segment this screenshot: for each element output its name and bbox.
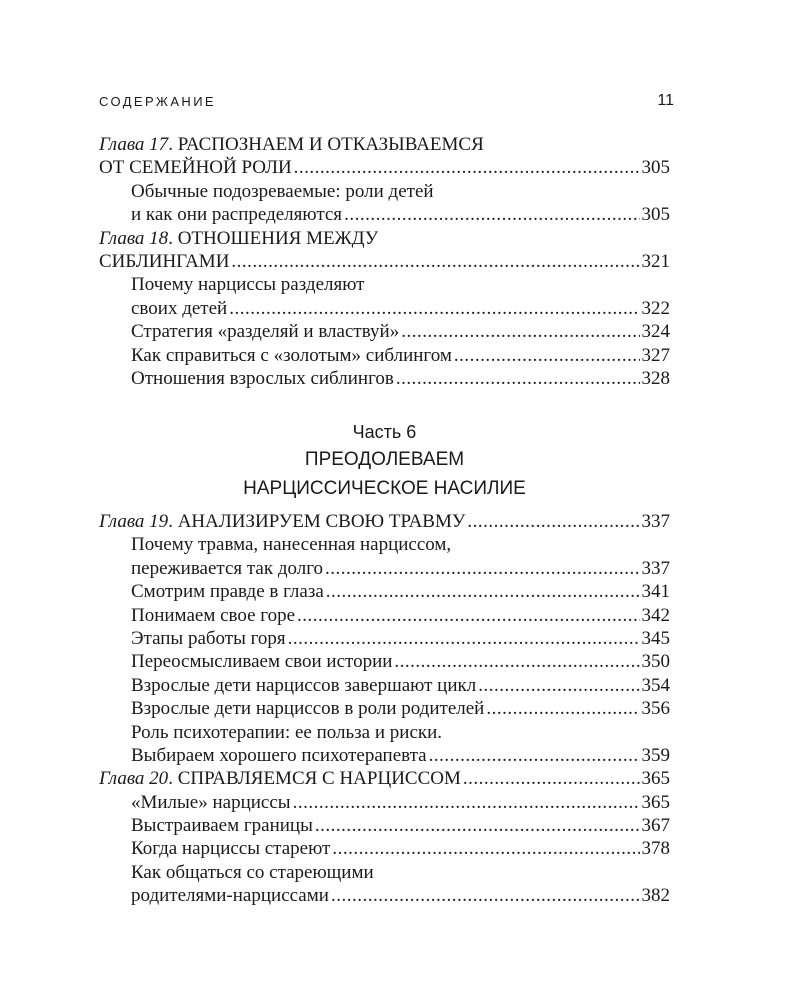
toc-entry-page: 337 (641, 557, 670, 579)
part-heading (99, 419, 670, 503)
toc-entry-page: 324 (641, 321, 670, 343)
toc-entry-text: Этапы работы горя (131, 627, 286, 649)
dot-leader (396, 367, 640, 390)
chapter-title-text: ОТНОШЕНИЯ МЕЖДУ (177, 227, 379, 249)
toc-chapter-heading (99, 227, 670, 250)
toc-entry (99, 250, 670, 273)
dot-leader (229, 297, 639, 320)
toc-entry-page: 342 (641, 604, 670, 626)
toc-chapter-title: Глава 20. СПРАВЛЯЕМСЯ С НАРЦИССОМ (99, 768, 461, 790)
toc-subentry (99, 344, 670, 367)
chapter-label: Глава 19 (99, 511, 169, 532)
toc-entry-text: СИБЛИНГАМИ (99, 250, 230, 272)
toc-chapter-title: Глава 18. ОТНОШЕНИЯ МЕЖДУ (99, 227, 379, 249)
part-title-line-1: ПРЕОДОЛЕВАЕМ (304, 449, 465, 470)
toc-entry-page: 382 (641, 885, 670, 907)
dot-leader (332, 837, 639, 860)
toc-entry-text: Взрослые дети нарциссов в роли родителей (131, 698, 485, 720)
toc-subentry (99, 697, 670, 720)
toc-entry-page: 321 (641, 250, 670, 272)
toc-subentry (99, 627, 670, 650)
dot-leader (231, 250, 639, 273)
toc-block-chapters-19-20 (99, 510, 670, 908)
toc-entry-page: 365 (641, 768, 670, 790)
dot-leader (454, 344, 640, 367)
toc-entry-text: Когда нарциссы стареют (131, 838, 331, 860)
dot-leader (315, 814, 640, 837)
toc-chapter-heading (99, 767, 670, 790)
toc-chapter-heading (99, 133, 670, 156)
toc-entry-page: 359 (641, 744, 670, 766)
toc-entry-page: 345 (641, 627, 670, 649)
toc-chapter-heading (99, 510, 670, 533)
toc-subentry (99, 674, 670, 697)
toc-entry-page: 341 (641, 581, 670, 603)
toc-subentry (99, 861, 670, 884)
toc-subentry (99, 180, 670, 203)
dot-leader (293, 791, 640, 814)
toc-entry-page: 305 (641, 204, 670, 226)
toc-entry-text: Как справиться с «золотым» сиблингом (131, 344, 452, 366)
toc-entry-text: Роль психотерапии: ее польза и риски. (131, 721, 443, 743)
dot-leader (467, 510, 639, 533)
toc-entry-text: Переосмысливаем свои истории (131, 651, 393, 673)
dot-leader (429, 744, 640, 767)
toc-subentry (99, 604, 670, 627)
toc-subentry (99, 203, 670, 226)
toc-subentry (99, 297, 670, 320)
dot-leader (326, 580, 640, 603)
toc-subentry (99, 650, 670, 673)
dot-leader (297, 604, 639, 627)
chapter-label: Глава 20 (99, 768, 169, 790)
toc-entry-page: 350 (641, 651, 670, 673)
chapter-label: Глава 18 (99, 227, 169, 249)
toc-entry-text: Выбираем хорошего психотерапевта (131, 744, 427, 766)
dot-leader (294, 156, 640, 179)
toc-block-chapters-17-18 (99, 133, 670, 390)
toc-entry-text: Понимаем свое горе (131, 604, 296, 626)
dot-leader (325, 557, 639, 580)
toc-entry-page: 328 (641, 367, 670, 389)
dot-leader (288, 627, 640, 650)
part-number: Часть 6 (352, 422, 417, 442)
toc-entry-page: 354 (641, 674, 670, 696)
running-head (99, 92, 674, 116)
toc-chapter-title: Глава 17. РАСПОЗНАЕМ И ОТКАЗЫВАЕМСЯ (99, 134, 484, 155)
toc-entry-page: 356 (641, 698, 670, 720)
toc-entry-text: и как они распределяются (131, 204, 343, 226)
toc-subentry (99, 320, 670, 343)
toc-entry-text: Выстраиваем границы (131, 815, 313, 837)
toc-subentry (99, 744, 670, 767)
toc-entry-page: 378 (641, 838, 670, 860)
toc-subentry (99, 557, 670, 580)
toc-entry-text: Взрослые дети нарциссов завершают цикл (131, 674, 477, 696)
dot-leader (344, 203, 639, 226)
toc-entry-page: 305 (641, 157, 670, 179)
toc-entry-page: 322 (641, 297, 670, 319)
dot-leader (331, 884, 640, 907)
chapter-title-text: СПРАВЛЯЕМСЯ С НАРЦИССОМ (177, 768, 461, 790)
toc-entry-text: Смотрим правде в глаза (131, 581, 324, 603)
dot-leader (486, 697, 639, 720)
toc-subentry (99, 367, 670, 390)
toc-entry-text: родителями-нарциссами (131, 885, 329, 907)
toc-entry-text: «Милые» нарциссы (131, 791, 291, 813)
toc-entry-text: Почему травма, нанесенная нарциссом, (131, 534, 452, 556)
toc-chapter-title: Глава 19. АНАЛИЗИРУЕМ СВОЮ ТРАВМУ (99, 511, 466, 532)
toc-subentry (99, 580, 670, 603)
toc-entry-page: 367 (641, 815, 670, 837)
dot-leader (463, 767, 640, 790)
toc-subentry (99, 273, 670, 296)
toc-entry (99, 156, 670, 179)
toc-entry-text: Обычные подозреваемые: роли детей (131, 180, 434, 202)
toc-entry-page: 327 (641, 344, 670, 366)
toc-entry-text: Почему нарциссы разделяют (131, 274, 365, 296)
toc-subentry (99, 884, 670, 907)
page-number: 11 (657, 92, 674, 109)
toc-entry-page: 365 (641, 791, 670, 813)
toc-subentry (99, 837, 670, 860)
chapter-label: Глава 17 (99, 134, 169, 155)
chapter-title-text: РАСПОЗНАЕМ И ОТКАЗЫВАЕМСЯ (177, 134, 484, 155)
toc-subentry (99, 533, 670, 556)
toc-subentry (99, 721, 670, 744)
toc-entry-page: 337 (641, 511, 670, 532)
toc-entry-text: Отношения взрослых сиблингов (131, 367, 394, 389)
toc-entry-text: Как общаться со стареющими (131, 861, 374, 883)
toc-entry-text: Стратегия «разделяй и властвуй» (131, 321, 400, 343)
chapter-title-text: АНАЛИЗИРУЕМ СВОЮ ТРАВМУ (177, 511, 466, 532)
dot-leader (478, 674, 639, 697)
toc-subentry (99, 791, 670, 814)
dot-leader (401, 320, 639, 343)
part-title-line-2: НАРЦИССИЧЕСКОЕ НАСИЛИЕ (243, 478, 526, 499)
running-head-title: СОДЕРЖАНИЕ (99, 94, 217, 109)
toc-entry-text: своих детей (131, 297, 228, 319)
dot-leader (394, 650, 639, 673)
toc-entry-text: ОТ СЕМЕЙНОЙ РОЛИ (99, 157, 292, 179)
toc-entry-text: переживается так долго (131, 557, 324, 579)
toc-subentry (99, 814, 670, 837)
